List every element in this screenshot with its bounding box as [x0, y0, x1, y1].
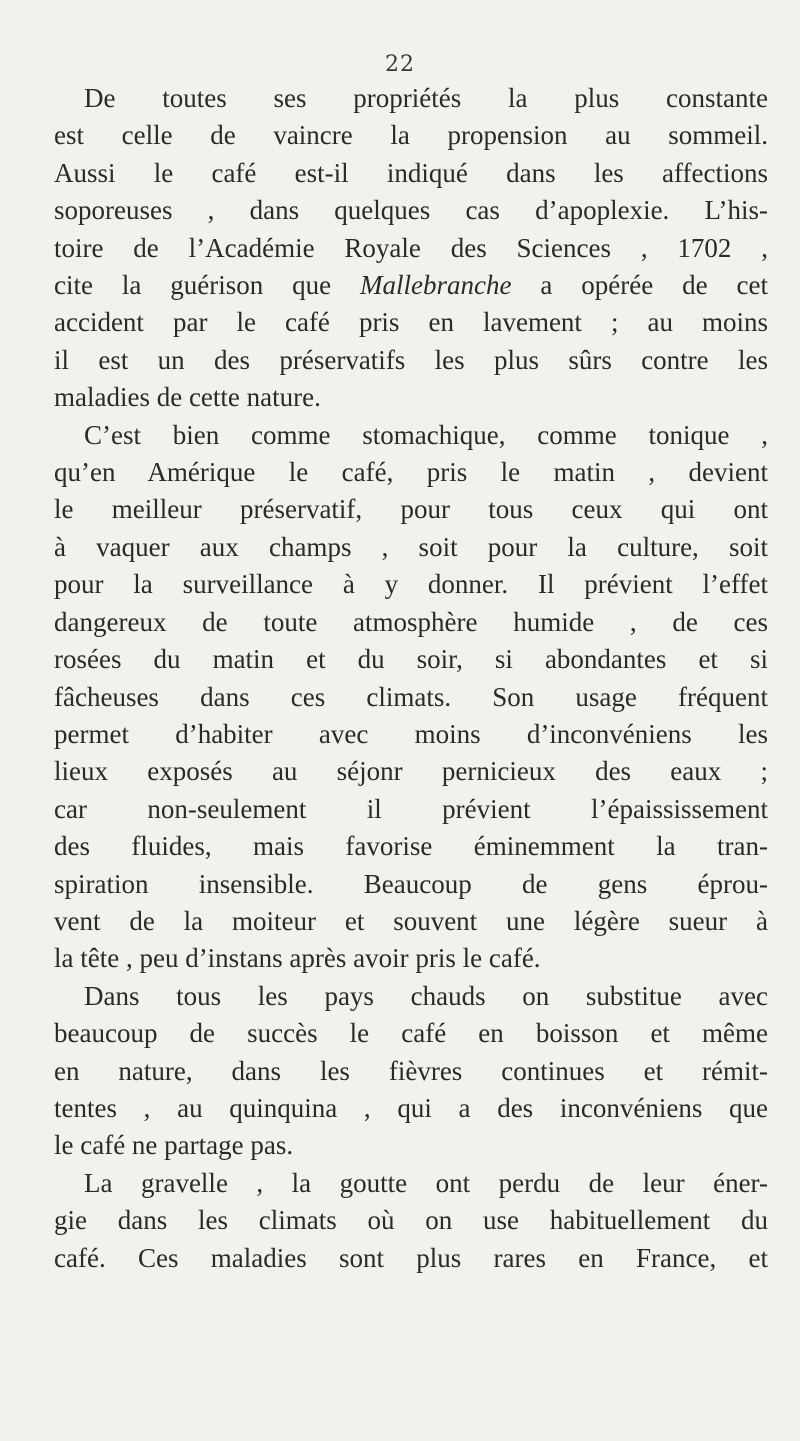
text-line: Dans tous les pays chauds on substitue avec — [84, 980, 768, 1011]
text-run: cite la guérison que — [54, 270, 361, 301]
text-line: De toutes ses propriétés la plus constante — [84, 83, 768, 113]
text-line: accident par le café pris en lavement ; au moins — [54, 307, 768, 338]
text-line: soporeuses , dans quelques cas d’apoplexie. L’his- — [54, 195, 768, 226]
paragraph — [54, 417, 768, 978]
text-line: Aussi le café est-il indiqué dans les affections — [54, 157, 768, 188]
text-line: pour la surveillance à y donner. Il prévient l’effet — [54, 569, 768, 600]
text-line: qu’en Amérique le café, pris le matin , devient — [54, 457, 768, 488]
text-line: il est un des préservatifs les plus sûrs contre les — [54, 344, 768, 375]
text-line: le café ne partage pas. — [54, 1130, 294, 1161]
text-line: fâcheuses dans ces climats. Son usage fréquent — [54, 681, 768, 712]
author-name: Mallebranche — [360, 270, 512, 301]
paragraph — [54, 80, 768, 417]
text-line: permet d’habiter avec moins d’inconvéniens les — [54, 718, 768, 749]
text-line: café. Ces maladies sont plus rares en France, et — [54, 1242, 768, 1273]
text-line: La gravelle , la goutte ont perdu de leur éner- — [84, 1167, 768, 1198]
text-line: car non-seulement il prévient l’épaississement — [54, 793, 768, 824]
text-line: toire de l’Académie Royale des Sciences , 1702 , — [54, 232, 768, 263]
paragraph — [54, 978, 768, 1165]
text-line: le meilleur préservatif, pour tous ceux qui ont — [54, 494, 768, 525]
text-line: est celle de vaincre la propension au sommeil. — [54, 120, 768, 151]
text-line: gie dans les climats où on use habituellement du — [54, 1205, 768, 1236]
text-line: beaucoup de succès le café en boisson et même — [54, 1018, 768, 1049]
paragraph — [54, 1165, 768, 1277]
body-text — [54, 80, 768, 1277]
text-line: tentes , au quinquina , qui a des inconvéniens que — [54, 1092, 768, 1123]
text-line: C’est bien comme stomachique, comme tonique , — [84, 419, 768, 450]
text-line: des fluides, mais favorise éminemment la tran- — [54, 831, 768, 862]
text-line: dangereux de toute atmosphère humide , de ces — [54, 606, 768, 637]
text-line: en nature, dans les fièvres continues et rémit- — [54, 1055, 768, 1086]
text-line: rosées du matin et du soir, si abondantes et si — [54, 644, 768, 675]
text-line: spiration insensible. Beaucoup de gens éprou- — [54, 868, 768, 899]
text-line: vent de la moiteur et souvent une légère sueur à — [54, 905, 768, 936]
text-line: la tête , peu d’instans après avoir pris le café. — [54, 943, 541, 974]
text-run: a opérée de cet — [511, 270, 768, 301]
page-number: 22 — [385, 52, 415, 77]
text-line: lieux exposés au séjonr pernicieux des eaux ; — [54, 756, 768, 787]
text-line: à vaquer aux champs , soit pour la culture, soit — [54, 531, 768, 562]
text-line: maladies de cette nature. — [54, 382, 321, 413]
text-line — [54, 267, 768, 304]
